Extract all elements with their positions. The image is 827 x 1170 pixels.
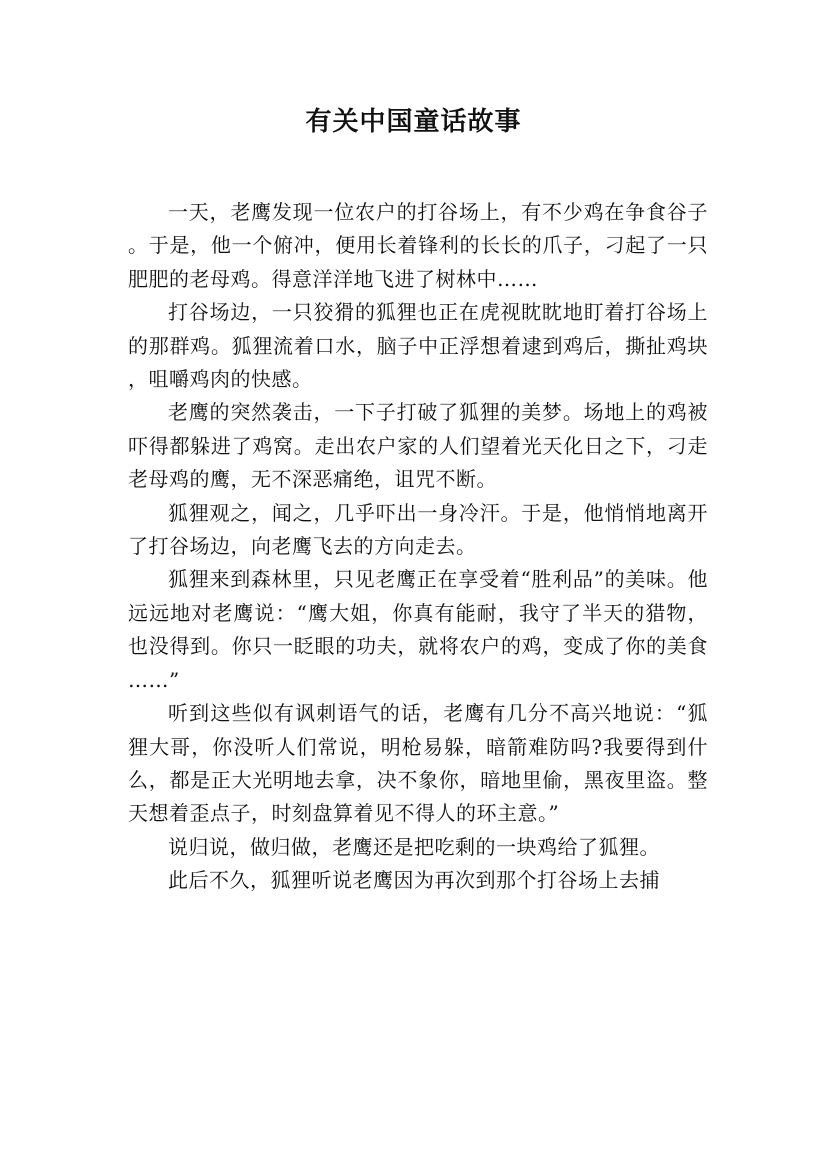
paragraph-1: 一天，老鹰发现一位农户的打谷场上，有不少鸡在争食谷子。于是，他一个俯冲，便用长着锋利的长长的爪子，刁起了一只肥肥的老母鸡。得意洋洋地飞进了树林中…… [128,200,708,291]
story-body [128,196,708,898]
paragraph-2: 打谷场边，一只狡猾的狐狸也正在虎视眈眈地盯着打谷场上的那群鸡。狐狸流着口水，脑子中正浮想着逮到鸡后，撕扯鸡块，咀嚼鸡肉的快感。 [128,300,708,392]
document-title: 有关中国童话故事 [305,107,522,137]
paragraph-6: 听到这些似有讽刺语气的话，老鹰有几分不高兴地说：“狐狸大哥，你没听人们常说，明枪易躲，暗箭难防吗?我要得到什么，都是正大光明地去拿，决不象你，暗地里偷，黑夜里盗。整天想着歪点子，时刻盘算着见不得人的环主意。” [128,701,708,826]
paragraph-3: 老鹰的突然袭击，一下子打破了狐狸的美梦。场地上的鸡被吓得都躲进了鸡窝。走出农户家的人们望着光天化日之下，刁走老母鸡的鹰，无不深恶痛绝，诅咒不断。 [128,400,708,492]
paragraph-7: 说归说，做归做，老鹰还是把吃剩的一块鸡给了狐狸。 [168,834,660,859]
paragraph-5: 狐狸来到森林里，只见老鹰正在享受着“胜利品”的美味。他远远地对老鹰说：“鹰大姐，你真有能耐，我守了半天的猎物，也没得到。你只一眨眼的功夫，就将农户的鸡，变成了你的美食……” [128,567,708,692]
paragraph-8: 此后不久，狐狸听说老鹰因为再次到那个打谷场上去捕 [168,868,660,893]
paragraph-4: 狐狸观之，闻之，几乎吓出一身冷汗。于是，他悄悄地离开了打谷场边，向老鹰飞去的方向走去。 [128,500,708,559]
